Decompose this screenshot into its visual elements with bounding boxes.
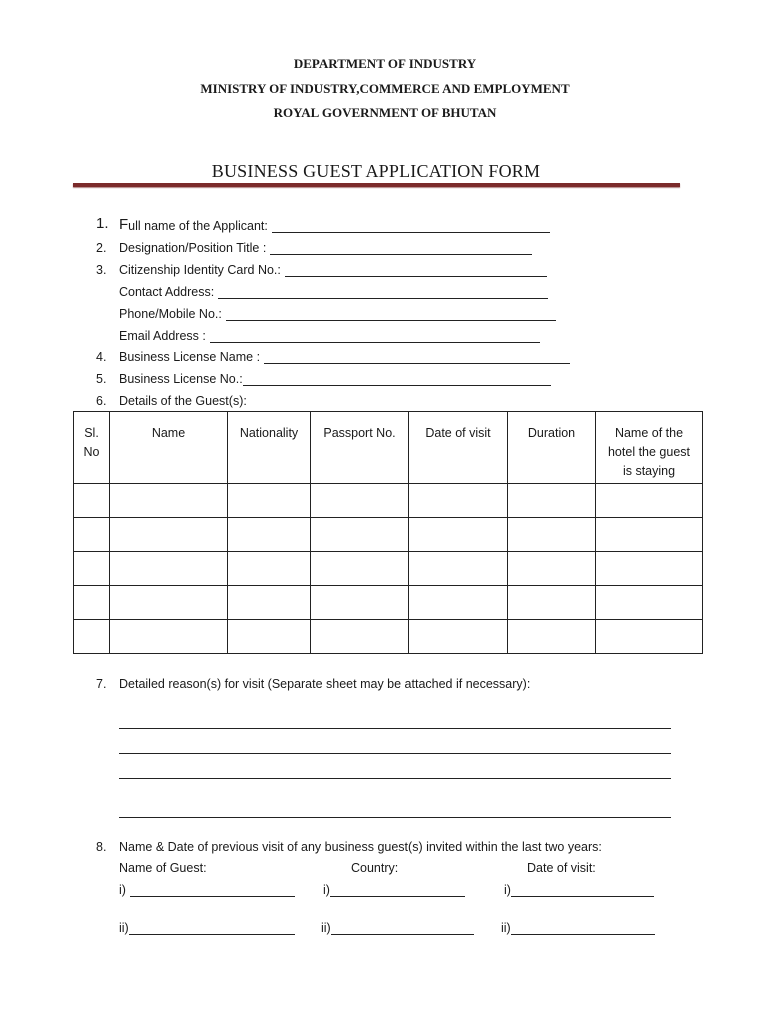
field-guest-details <box>119 394 247 408</box>
row-marker: i) <box>504 883 511 897</box>
item-number-4: 4. <box>96 350 107 364</box>
table-row <box>74 484 703 518</box>
reason-line-4[interactable] <box>119 817 671 818</box>
field-visit-reason <box>119 677 530 691</box>
cid-input[interactable] <box>285 265 547 277</box>
table-cell[interactable] <box>508 586 596 620</box>
table-cell[interactable] <box>311 484 409 518</box>
table-row <box>74 518 703 552</box>
department-heading: DEPARTMENT OF INDUSTRY <box>293 56 477 71</box>
field-applicant-name <box>119 216 550 233</box>
table-cell[interactable] <box>110 552 228 586</box>
previous-guest-row-1-date <box>504 883 654 897</box>
field-email <box>119 329 540 343</box>
field-email-label: Email Address : <box>119 329 206 343</box>
column-header-passport: Passport No. <box>311 412 409 484</box>
table-cell[interactable] <box>228 552 311 586</box>
table-cell[interactable] <box>409 484 508 518</box>
table-cell[interactable] <box>228 518 311 552</box>
form-title: BUSINESS GUEST APPLICATION FORM <box>211 161 541 181</box>
field-license-no <box>119 372 551 386</box>
table-cell[interactable] <box>596 484 703 518</box>
table-cell[interactable] <box>110 620 228 654</box>
column-header-duration: Duration <box>508 412 596 484</box>
reason-line-1[interactable] <box>119 728 671 729</box>
previous-guest-row-2-name <box>119 921 295 935</box>
table-cell[interactable] <box>110 586 228 620</box>
row-marker: ii) <box>119 921 129 935</box>
field-guest-details-label: Details of the Guest(s): <box>119 394 247 408</box>
table-cell[interactable] <box>508 552 596 586</box>
table-cell[interactable] <box>74 518 110 552</box>
column-header-name: Name <box>110 412 228 484</box>
table-cell[interactable] <box>74 552 110 586</box>
table-cell[interactable] <box>508 620 596 654</box>
reason-line-3[interactable] <box>119 778 671 779</box>
table-cell[interactable] <box>409 586 508 620</box>
previous-guest-row-2-date <box>501 921 655 935</box>
email-input[interactable] <box>210 331 540 343</box>
previous-guest-2-name-input[interactable] <box>129 923 295 935</box>
row-marker: i) <box>119 883 126 897</box>
field-visit-reason-label: Detailed reason(s) for visit (Separate sheet may be attached if necessary): <box>119 677 531 691</box>
table-cell[interactable] <box>409 552 508 586</box>
item-number-6: 6. <box>96 394 107 408</box>
table-cell[interactable] <box>409 518 508 552</box>
table-cell[interactable] <box>311 518 409 552</box>
table-cell[interactable] <box>228 620 311 654</box>
phone-input[interactable] <box>226 309 556 321</box>
column-label-guest-name: Name of Guest: <box>119 861 207 875</box>
field-license-no-label: Business License No.: <box>119 372 243 386</box>
column-header-sl-no: Sl. No <box>74 412 110 484</box>
table-cell[interactable] <box>228 586 311 620</box>
table-cell[interactable] <box>596 586 703 620</box>
field-cid <box>119 263 547 277</box>
table-cell[interactable] <box>596 620 703 654</box>
row-marker: ii) <box>321 921 331 935</box>
table-cell[interactable] <box>311 620 409 654</box>
applicant-name-input[interactable] <box>272 221 550 233</box>
field-applicant-name-initial: F <box>119 216 129 233</box>
table-cell[interactable] <box>228 484 311 518</box>
table-row <box>74 552 703 586</box>
title-divider <box>73 183 680 187</box>
previous-guest-row-1-country <box>323 883 465 897</box>
item-number-8: 8. <box>96 840 107 854</box>
guest-details-table <box>73 411 703 654</box>
field-designation <box>119 241 532 255</box>
field-applicant-name-label: ull name of the Applicant: <box>128 219 268 233</box>
license-no-input[interactable] <box>243 374 551 386</box>
table-row <box>74 620 703 654</box>
table-header-row <box>74 412 703 484</box>
field-contact-address <box>119 285 548 299</box>
column-header-hotel: Name of the hotel the guest is staying <box>596 412 703 484</box>
table-cell[interactable] <box>110 484 228 518</box>
ministry-heading: MINISTRY OF INDUSTRY,COMMERCE AND EMPLOYMENT <box>200 81 570 96</box>
field-previous-visits <box>119 840 602 854</box>
field-cid-label: Citizenship Identity Card No.: <box>119 263 281 277</box>
field-phone-label: Phone/Mobile No.: <box>119 307 222 321</box>
column-header-nationality: Nationality <box>228 412 311 484</box>
field-license-name <box>119 350 570 364</box>
table-cell[interactable] <box>508 518 596 552</box>
field-license-name-label: Business License Name : <box>119 350 261 364</box>
item-number-5: 5. <box>96 372 107 386</box>
column-header-date-of-visit: Date of visit <box>409 412 508 484</box>
table-cell[interactable] <box>596 552 703 586</box>
previous-guest-row-1-name <box>119 883 295 897</box>
previous-guest-2-date-input[interactable] <box>511 923 655 935</box>
table-cell[interactable] <box>508 484 596 518</box>
table-cell[interactable] <box>311 586 409 620</box>
item-number-2: 2. <box>96 241 107 255</box>
license-name-input[interactable] <box>264 352 570 364</box>
row-marker: i) <box>323 883 330 897</box>
designation-input[interactable] <box>270 243 532 255</box>
field-previous-visits-label: Name & Date of previous visit of any business guest(s) invited within the last two years: <box>119 840 602 854</box>
table-cell[interactable] <box>596 518 703 552</box>
reason-line-2[interactable] <box>119 753 671 754</box>
previous-guest-1-name-input[interactable] <box>130 885 295 897</box>
government-heading: ROYAL GOVERNMENT OF BHUTAN <box>273 105 497 120</box>
table-cell[interactable] <box>110 518 228 552</box>
item-number-1: 1. <box>96 215 109 232</box>
table-cell[interactable] <box>409 620 508 654</box>
previous-guest-row-2-country <box>321 921 474 935</box>
field-contact-address-label: Contact Address: <box>119 285 215 299</box>
contact-address-input[interactable] <box>218 287 548 299</box>
column-label-country: Country: <box>351 861 399 875</box>
table-cell[interactable] <box>74 620 110 654</box>
table-row <box>74 586 703 620</box>
column-label-date-of-visit: Date of visit: <box>527 861 596 875</box>
field-phone <box>119 307 556 321</box>
item-number-3: 3. <box>96 263 107 277</box>
previous-guest-2-country-input[interactable] <box>331 923 474 935</box>
previous-guest-1-date-input[interactable] <box>511 885 654 897</box>
table-cell[interactable] <box>74 586 110 620</box>
field-designation-label: Designation/Position Title : <box>119 241 267 255</box>
item-number-7: 7. <box>96 677 107 691</box>
row-marker: ii) <box>501 921 511 935</box>
table-cell[interactable] <box>311 552 409 586</box>
previous-guest-1-country-input[interactable] <box>330 885 465 897</box>
table-cell[interactable] <box>74 484 110 518</box>
